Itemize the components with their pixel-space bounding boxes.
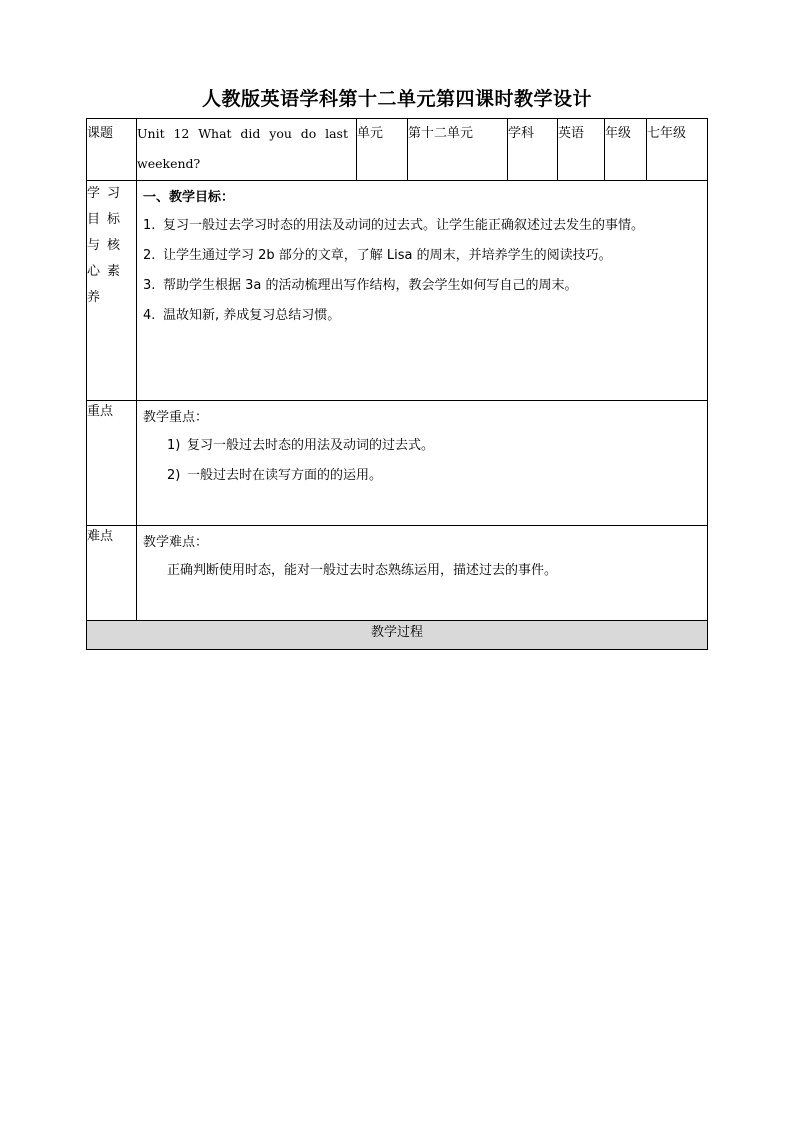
course-label: 课题 [87, 119, 137, 181]
goals-content [137, 181, 708, 401]
goal-item [143, 271, 701, 301]
key-points-label: 重点 [87, 401, 137, 526]
goals-row [87, 181, 708, 401]
grade-value: 七年级 [647, 119, 708, 181]
process-heading: 教学过程 [87, 621, 708, 650]
key-points-content [137, 401, 708, 526]
difficulties-heading: 教学难点： [143, 535, 209, 550]
process-row [87, 621, 708, 650]
goal-item-text: 让学生通过学习 2b 部分的文章，了解 Lisa 的周末，并培养学生的阅读技巧。 [163, 248, 612, 263]
difficulties-text: 正确判断使用时态，能对一般过去时态熟练运用，描述过去的事件。 [167, 563, 558, 578]
goal-item-text: 温故知新, 养成复习总结习惯。 [163, 308, 341, 323]
key-point-item [167, 431, 707, 461]
goal-item-number: 2. [143, 248, 156, 263]
key-points-heading: 教学重点： [143, 410, 209, 425]
key-point-number: 2) [167, 468, 181, 483]
key-point-text: 复习一般过去时态的用法及动词的过去式。 [187, 438, 435, 453]
course-value: Unit 12 What did you do last weekend? [137, 119, 357, 181]
unit-label: 单元 [357, 119, 408, 181]
goal-item-number: 3. [143, 278, 156, 293]
key-point-item [167, 461, 707, 491]
subject-value: 英语 [558, 119, 605, 181]
goal-item [143, 301, 701, 331]
goal-item-text: 复习一般过去学习时态的用法及动词的过去式。让学生能正确叙述过去发生的事情。 [163, 218, 645, 233]
lesson-plan-table [86, 118, 708, 650]
goal-item-number: 4. [143, 308, 156, 323]
key-point-text: 一般过去时在读写方面的的运用。 [187, 468, 383, 483]
grade-label: 年级 [605, 119, 647, 181]
difficulties-label: 难点 [87, 526, 137, 621]
key-points-list [137, 431, 707, 491]
key-points-row [87, 401, 708, 526]
key-point-number: 1) [167, 438, 181, 453]
goal-item [143, 211, 701, 241]
goals-heading: 一、教学目标： [143, 190, 235, 205]
difficulties-row [87, 526, 708, 621]
difficulties-content [137, 526, 708, 621]
goal-item-number: 1. [143, 218, 156, 233]
header-row [87, 119, 708, 181]
goals-list [137, 211, 707, 331]
goal-item [143, 241, 701, 271]
goal-item-text: 帮助学生根据 3a 的活动梳理出写作结构，教会学生如何写自己的周末。 [163, 278, 578, 293]
goals-label: 学习目标与核心素养 [87, 181, 137, 401]
document-title: 人教版英语学科第十二单元第四课时教学设计 [201, 88, 592, 110]
subject-label: 学科 [508, 119, 558, 181]
unit-value: 第十二单元 [408, 119, 508, 181]
